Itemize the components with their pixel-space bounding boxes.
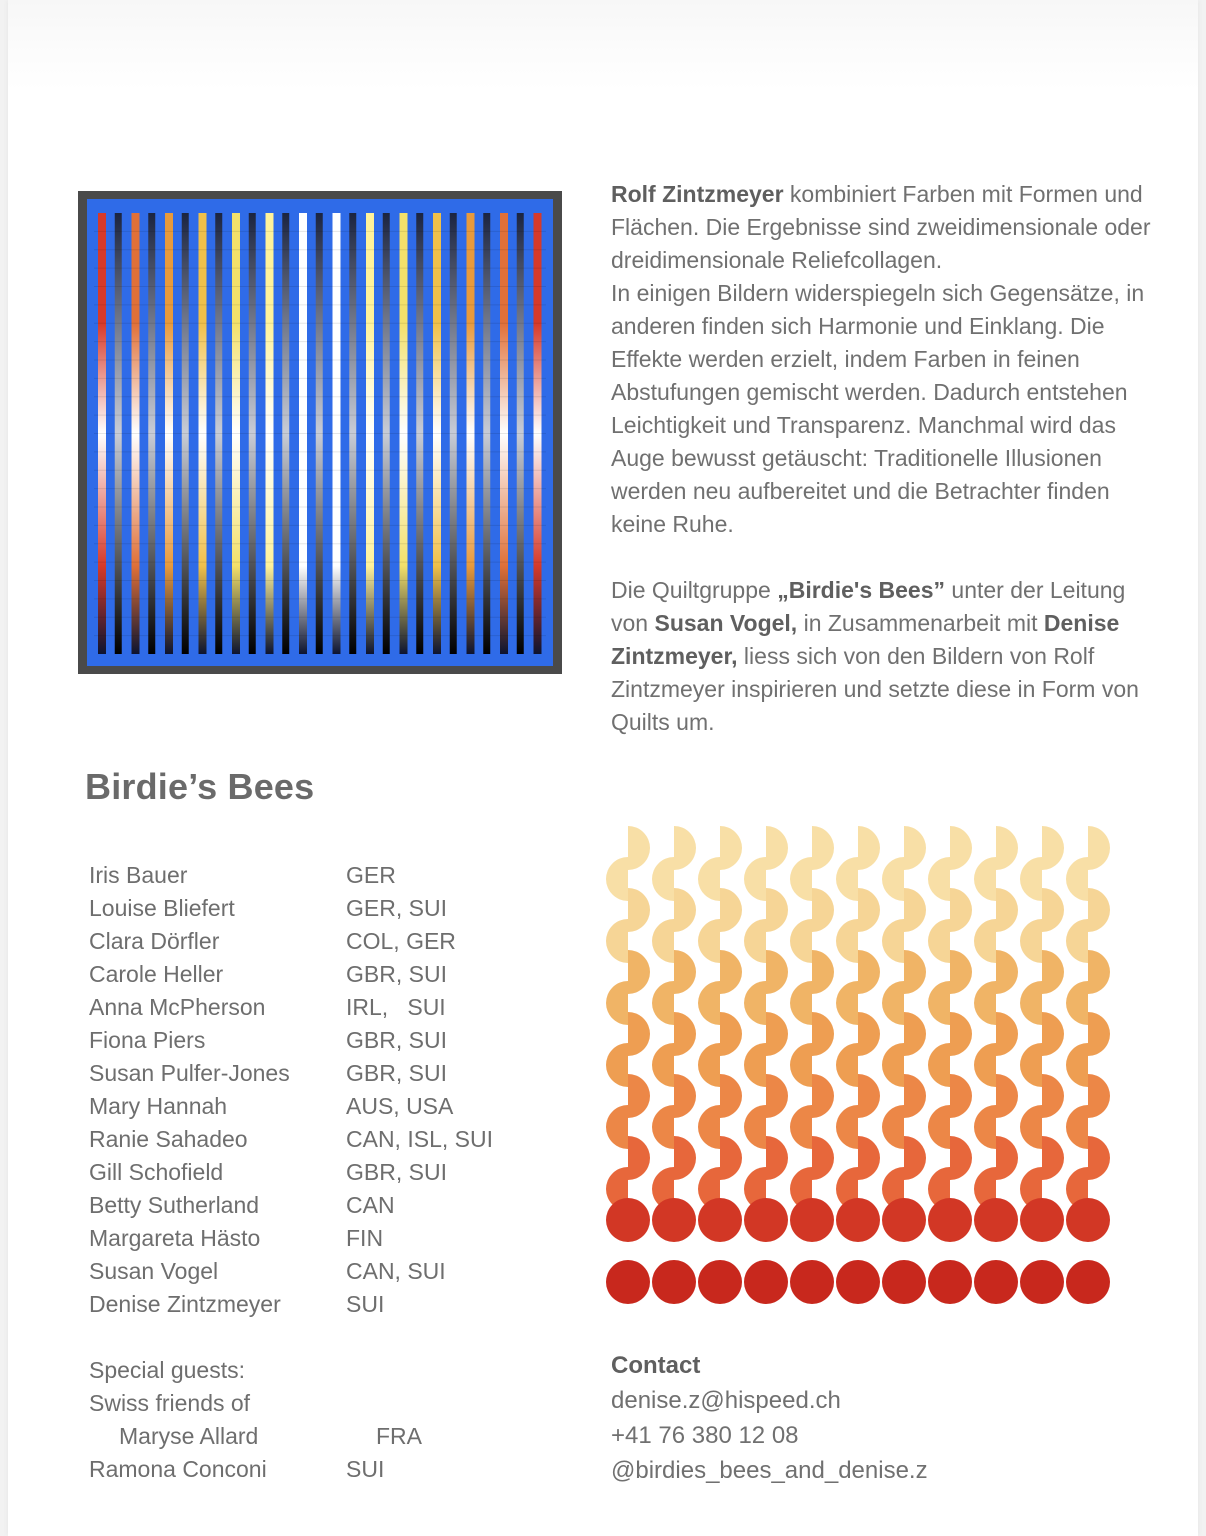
quilt-half-circle xyxy=(858,1074,880,1118)
quilt-half-circle xyxy=(1020,919,1042,963)
member-country: GBR, SUI xyxy=(346,1027,447,1053)
quilt-circle xyxy=(974,1198,1018,1242)
intro-p3-a: Die Quiltgruppe xyxy=(611,577,778,603)
quilt-half-circle xyxy=(674,1012,696,1056)
quilt-half-circle xyxy=(1020,1043,1042,1087)
quilt-half-circle xyxy=(950,1012,972,1056)
quilt-half-circle xyxy=(882,857,904,901)
quilt-half-circle xyxy=(974,857,996,901)
guest-name: Maryse Allard xyxy=(119,1423,259,1449)
quilt-circle xyxy=(790,1198,834,1242)
quilt-half-circle xyxy=(652,981,674,1025)
member-name: Iris Bauer xyxy=(89,862,188,888)
quilt-half-circle xyxy=(698,1105,720,1149)
quilt-half-circle xyxy=(674,1074,696,1118)
quilt-half-circle xyxy=(628,888,650,932)
contact-heading: Contact xyxy=(611,1352,701,1379)
member-name: Margareta Hästo xyxy=(89,1225,261,1251)
quilt-circle xyxy=(606,1198,650,1242)
quilt-half-circle xyxy=(720,950,742,994)
quilt-half-circle xyxy=(996,826,1018,870)
member-row xyxy=(89,892,549,925)
intro-paragraph-2: In einigen Bildern widerspiegeln sich Gegensätze, in anderen finden sich Harmonie und Einklang. Die Effekte werden erzielt, indem Farben in feinen Abstufungen gemischt werden. Dadurch entstehen Leichtigkeit und Transparenz. Manchmal wird das Auge bewusst getäuscht: Traditionelle Illusionen werden neu aufbereitet und die Betrachter finden keine Ruhe. xyxy=(611,280,1145,537)
quilt-half-circle xyxy=(606,1043,628,1087)
quilt-half-circle xyxy=(1088,950,1110,994)
guest-row xyxy=(89,1420,549,1453)
page-top-band xyxy=(8,0,1198,90)
quilt-half-circle xyxy=(882,1105,904,1149)
quilt-half-circle xyxy=(928,857,950,901)
guests-heading-row xyxy=(89,1354,549,1387)
quilt-half-circle xyxy=(928,981,950,1025)
partner-name: Denise Zintzmeyer, xyxy=(611,610,1120,669)
guests-subheading: Swiss friends of xyxy=(89,1390,251,1416)
group-name-inline: „Birdie's Bees” xyxy=(777,577,946,603)
quilt-half-circle xyxy=(1066,919,1088,963)
member-row xyxy=(89,1090,549,1123)
quilt-circle xyxy=(928,1198,972,1242)
contact-block xyxy=(611,1348,1131,1488)
quilt-half-circle xyxy=(836,857,858,901)
member-name: Louise Bliefert xyxy=(89,895,235,921)
quilt-half-circle xyxy=(836,919,858,963)
quilt-half-circle xyxy=(766,1136,788,1180)
quilt-half-circle xyxy=(974,1043,996,1087)
member-country: IRL, SUI xyxy=(346,994,446,1020)
quilt-half-circle xyxy=(928,919,950,963)
quilt-half-circle xyxy=(836,1043,858,1087)
quilt-circle xyxy=(1020,1260,1064,1304)
intro-paragraph-3 xyxy=(611,574,1151,739)
member-row xyxy=(89,1156,549,1189)
member-row xyxy=(89,1057,549,1090)
quilt-half-circle xyxy=(1042,888,1064,932)
member-name: Gill Schofield xyxy=(89,1159,224,1185)
quilt-half-circle xyxy=(606,857,628,901)
quilt-half-circle xyxy=(698,919,720,963)
quilt-half-circle xyxy=(1020,1105,1042,1149)
quilt-half-circle xyxy=(766,826,788,870)
member-row xyxy=(89,1255,549,1288)
quilt-half-circle xyxy=(744,1105,766,1149)
quilt-half-circle xyxy=(904,1074,926,1118)
quilt-half-circle xyxy=(652,1043,674,1087)
quilt-half-circle xyxy=(858,1136,880,1180)
quilt-half-circle xyxy=(1066,981,1088,1025)
quilt-half-circle xyxy=(950,1074,972,1118)
quilt-half-circle xyxy=(836,1105,858,1149)
quilt-half-circle xyxy=(1042,1074,1064,1118)
quilt-half-circle xyxy=(812,826,834,870)
artist-name: Rolf Zintzmeyer xyxy=(611,181,784,207)
contact-handle[interactable]: @birdies_bees_and_denise.z xyxy=(611,1457,928,1484)
quilt-half-circle xyxy=(720,888,742,932)
quilt-circle xyxy=(928,1260,972,1304)
quilt-half-circle xyxy=(628,950,650,994)
quilt-half-circle xyxy=(698,857,720,901)
guest-country: SUI xyxy=(346,1456,385,1482)
quilt-half-circle xyxy=(652,1105,674,1149)
quilt-half-circle xyxy=(858,1012,880,1056)
quilt-half-circle xyxy=(882,981,904,1025)
quilt-circle xyxy=(882,1260,926,1304)
group-title: Birdie’s Bees xyxy=(85,766,315,807)
quilt-half-circle xyxy=(836,981,858,1025)
guests-heading: Special guests: xyxy=(89,1357,245,1383)
member-row xyxy=(89,1189,549,1222)
quilt-half-circle xyxy=(996,1136,1018,1180)
quilt-circle xyxy=(1020,1198,1064,1242)
quilt-half-circle xyxy=(790,919,812,963)
quilt-half-circle xyxy=(950,888,972,932)
quilt-half-circle xyxy=(950,826,972,870)
member-row xyxy=(89,1222,549,1255)
member-country: COL, GER xyxy=(346,928,456,954)
quilt-half-circle xyxy=(720,1074,742,1118)
quilt-half-circle xyxy=(720,1012,742,1056)
quilt-half-circle xyxy=(1042,1012,1064,1056)
intro-paragraph-1 xyxy=(611,178,1151,277)
member-country: SUI xyxy=(346,1291,385,1317)
half-circle-quilt-artwork xyxy=(600,812,1114,1312)
quilt-half-circle xyxy=(698,1043,720,1087)
quilt-half-circle xyxy=(628,1074,650,1118)
quilt-half-circle xyxy=(1088,888,1110,932)
quilt-half-circle xyxy=(928,1105,950,1149)
quilt-half-circle xyxy=(674,888,696,932)
quilt-half-circle xyxy=(1042,1136,1064,1180)
quilt-half-circle xyxy=(674,826,696,870)
quilt-half-circle xyxy=(790,857,812,901)
quilt-half-circle xyxy=(744,1043,766,1087)
quilt-half-circle xyxy=(790,1105,812,1149)
quilt-half-circle xyxy=(766,950,788,994)
quilt-half-circle xyxy=(904,888,926,932)
document-page xyxy=(8,0,1198,1536)
quilt-half-circle xyxy=(1066,857,1088,901)
quilt-half-circle xyxy=(606,919,628,963)
member-name: Fiona Piers xyxy=(89,1027,206,1053)
member-country: GBR, SUI xyxy=(346,961,447,987)
member-country: GER, SUI xyxy=(346,895,447,921)
quilt-circle xyxy=(790,1260,834,1304)
guest-name: Ramona Conconi xyxy=(89,1456,267,1482)
quilt-half-circle xyxy=(606,1105,628,1149)
member-row xyxy=(89,925,549,958)
member-country: GBR, SUI xyxy=(346,1060,447,1086)
member-name: Denise Zintzmeyer xyxy=(89,1291,281,1317)
member-country: GER xyxy=(346,862,396,888)
quilt-half-circle xyxy=(628,826,650,870)
quilt-circle xyxy=(698,1260,742,1304)
member-row xyxy=(89,1288,549,1321)
quilt-circle xyxy=(1066,1260,1110,1304)
contact-email[interactable]: denise.z@hispeed.ch xyxy=(611,1387,841,1414)
member-row xyxy=(89,991,549,1024)
member-country: FIN xyxy=(346,1225,384,1251)
member-row xyxy=(89,958,549,991)
leader-name: Susan Vogel, xyxy=(654,610,798,636)
quilt-half-circle xyxy=(628,1012,650,1056)
quilt-circle xyxy=(836,1260,880,1304)
quilt-circle xyxy=(744,1198,788,1242)
stripe-quilt-artwork xyxy=(78,191,562,674)
quilt-half-circle xyxy=(1066,1043,1088,1087)
quilt-half-circle xyxy=(1088,1136,1110,1180)
quilt-circle xyxy=(652,1198,696,1242)
quilt-half-circle xyxy=(720,826,742,870)
quilt-half-circle xyxy=(652,919,674,963)
quilt-circle xyxy=(698,1198,742,1242)
quilt-half-circle xyxy=(744,857,766,901)
member-name: Anna McPherson xyxy=(89,994,266,1020)
member-name: Mary Hannah xyxy=(89,1093,228,1119)
member-name: Susan Vogel xyxy=(89,1258,219,1284)
members-list xyxy=(89,859,549,1486)
quilt-half-circle xyxy=(974,919,996,963)
quilt-half-circle xyxy=(882,919,904,963)
contact-phone[interactable]: +41 76 380 12 08 xyxy=(611,1422,799,1449)
member-row xyxy=(89,1123,549,1156)
member-name: Carole Heller xyxy=(89,961,224,987)
quilt-half-circle xyxy=(812,1012,834,1056)
intro-p3-d: liess sich von den Bildern von Rolf Zintzmeyer inspirieren und setzte diese in Form von Quilts um. xyxy=(611,643,1139,735)
quilt-half-circle xyxy=(1088,826,1110,870)
member-name: Ranie Sahadeo xyxy=(89,1126,248,1152)
quilt-half-circle xyxy=(744,919,766,963)
quilt-half-circle xyxy=(996,1012,1018,1056)
member-row xyxy=(89,1024,549,1057)
quilt-circle xyxy=(836,1198,880,1242)
quilt-half-circle xyxy=(928,1043,950,1087)
quilt-half-circle xyxy=(904,826,926,870)
quilt-half-circle xyxy=(950,1136,972,1180)
quilt-half-circle xyxy=(812,1074,834,1118)
quilt-circle xyxy=(652,1260,696,1304)
member-country: CAN xyxy=(346,1192,395,1218)
quilt-half-circle xyxy=(858,826,880,870)
quilt-half-circle xyxy=(790,981,812,1025)
quilt-half-circle xyxy=(950,950,972,994)
quilt-half-circle xyxy=(882,1043,904,1087)
quilt-half-circle xyxy=(790,1043,812,1087)
quilt-circle xyxy=(1066,1198,1110,1242)
quilt-half-circle xyxy=(1066,1105,1088,1149)
quilt-half-circle xyxy=(904,1012,926,1056)
quilt-half-circle xyxy=(974,1105,996,1149)
quilt-half-circle xyxy=(996,1074,1018,1118)
member-country: CAN, SUI xyxy=(346,1258,446,1284)
quilt-half-circle xyxy=(1088,1074,1110,1118)
quilt-circle xyxy=(606,1260,650,1304)
quilt-half-circle xyxy=(812,1136,834,1180)
intro-text xyxy=(611,178,1151,739)
quilt-half-circle xyxy=(1042,950,1064,994)
member-country: GBR, SUI xyxy=(346,1159,447,1185)
member-name: Susan Pulfer-Jones xyxy=(89,1060,290,1086)
quilt-half-circle xyxy=(812,950,834,994)
quilt-half-circle xyxy=(674,950,696,994)
quilt-half-circle xyxy=(766,1012,788,1056)
quilt-half-circle xyxy=(812,888,834,932)
quilt-half-circle xyxy=(858,950,880,994)
quilt-half-circle xyxy=(1088,1012,1110,1056)
member-country: AUS, USA xyxy=(346,1093,454,1119)
member-name: Clara Dörfler xyxy=(89,928,220,954)
quilt-circle xyxy=(974,1260,1018,1304)
member-name: Betty Sutherland xyxy=(89,1192,260,1218)
quilt-half-circle xyxy=(996,950,1018,994)
quilt-half-circle xyxy=(766,1074,788,1118)
member-row xyxy=(89,859,549,892)
quilt-half-circle xyxy=(698,981,720,1025)
quilt-half-circle xyxy=(606,981,628,1025)
quilt-half-circle xyxy=(652,857,674,901)
quilt-half-circle xyxy=(904,950,926,994)
quilt-half-circle xyxy=(744,981,766,1025)
quilt-half-circle xyxy=(720,1136,742,1180)
quilt-half-circle xyxy=(1042,826,1064,870)
quilt-circle xyxy=(882,1198,926,1242)
quilt-half-circle xyxy=(1020,981,1042,1025)
quilt-half-circle xyxy=(674,1136,696,1180)
quilt-half-circle xyxy=(766,888,788,932)
intro-p3-b: unter der Leitung von xyxy=(611,577,1126,636)
quilt-circle xyxy=(744,1260,788,1304)
guest-row xyxy=(89,1453,549,1486)
guests-subheading-row xyxy=(89,1387,549,1420)
quilt-half-circle xyxy=(1020,857,1042,901)
quilt-half-circle xyxy=(858,888,880,932)
quilt-half-circle xyxy=(996,888,1018,932)
quilt-half-circle xyxy=(628,1136,650,1180)
guest-country: FRA xyxy=(376,1423,422,1449)
intro-p1-text: kombiniert Farben mit Formen und Flächen. Die Ergebnisse sind zweidimensionale oder dreidimensionale Reliefcollagen. xyxy=(611,181,1151,273)
quilt-half-circle xyxy=(904,1136,926,1180)
quilt-half-circle xyxy=(974,981,996,1025)
intro-p3-c: in Zusammenarbeit mit xyxy=(797,610,1044,636)
member-country: CAN, ISL, SUI xyxy=(346,1126,493,1152)
